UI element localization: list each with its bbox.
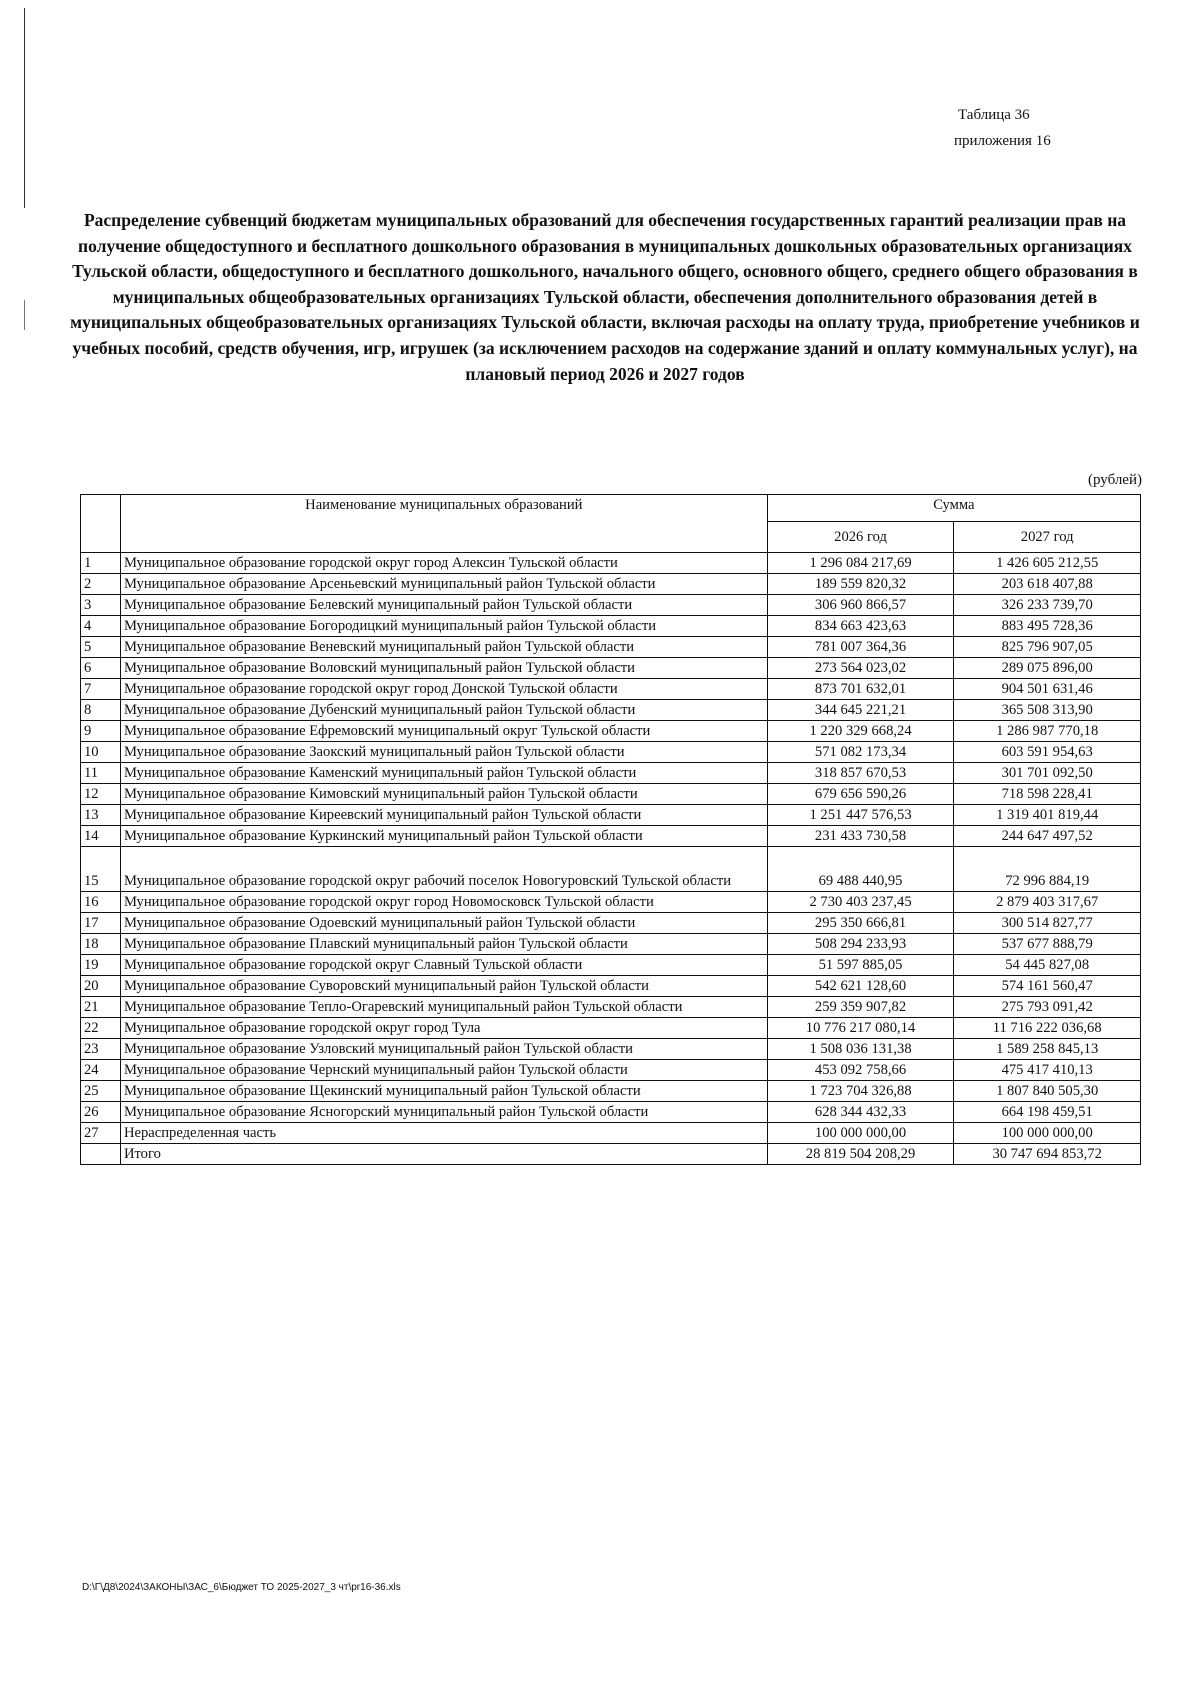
row-name: Муниципальное образование городской округ город Донской Тульской области [120,679,767,700]
row-name: Муниципальное образование Каменский муниципальный район Тульской области [120,763,767,784]
row-value-2026: 834 663 423,63 [767,616,954,637]
units-label: (рублей) [1087,472,1142,488]
table-row [81,913,1141,934]
row-value-2027: 11 716 222 036,68 [954,1018,1141,1039]
row-value-2027: 244 647 497,52 [954,826,1141,847]
row-value-2026: 189 559 820,32 [767,574,954,595]
table-row [81,658,1141,679]
row-value-2027: 275 793 091,42 [954,997,1141,1018]
row-number: 2 [81,574,121,595]
row-value-2027: 326 233 739,70 [954,595,1141,616]
row-value-2026: 628 344 432,33 [767,1102,954,1123]
row-value-2026: 542 621 128,60 [767,976,954,997]
row-name: Муниципальное образование Ясногорский муниципальный район Тульской области [120,1102,767,1123]
row-value-2026: 679 656 590,26 [767,784,954,805]
row-value-2026: 508 294 233,93 [767,934,954,955]
row-value-2026: 51 597 885,05 [767,955,954,976]
row-value-2026: 100 000 000,00 [767,1123,954,1144]
table-row [81,553,1141,574]
table-row [81,784,1141,805]
table-row [81,1123,1141,1144]
table-row [81,700,1141,721]
table-row [81,742,1141,763]
row-value-2027: 100 000 000,00 [954,1123,1141,1144]
table-row [81,997,1141,1018]
row-number: 4 [81,616,121,637]
row-value-2027: 203 618 407,88 [954,574,1141,595]
row-name: Нераспределенная часть [120,1123,767,1144]
row-number: 3 [81,595,121,616]
row-value-2027: 365 508 313,90 [954,700,1141,721]
row-value-2027: 603 591 954,63 [954,742,1141,763]
row-name: Муниципальное образование Арсеньевский муниципальный район Тульской области [120,574,767,595]
row-number: 19 [81,955,121,976]
row-value-2027: 1 589 258 845,13 [954,1039,1141,1060]
table-row [81,1060,1141,1081]
row-value-2027: 537 677 888,79 [954,934,1141,955]
sum-header: Сумма [767,495,1140,522]
table-row [81,847,1141,892]
row-number: 5 [81,637,121,658]
row-number: 12 [81,784,121,805]
row-name: Муниципальное образование Одоевский муниципальный район Тульской области [120,913,767,934]
row-value-2026: 781 007 364,36 [767,637,954,658]
row-name: Муниципальное образование Щекинский муниципальный район Тульской области [120,1081,767,1102]
total-label: Итого [120,1144,767,1165]
row-value-2027: 301 701 092,50 [954,763,1141,784]
row-value-2026: 571 082 173,34 [767,742,954,763]
row-number: 6 [81,658,121,679]
table-label: Таблица 36 [958,107,1030,123]
document-title: Распределение субвенций бюджетам муниципальных образований для обеспечения государственных гарантий реализации прав на получение общедоступного и бесплатного дошкольного образования в муниципальных дошкольных образовательных организациях Тульской области, общедоступного и бесплатного дошкольного, начального общего, основного общего, среднего общего образования в муниципальных общеобразовательных организациях Тульской области, обеспечения дополнительного образования детей в муниципальных общеобразовательных организациях Тульской области, включая расходы на оплату труда, приобретение учебников и учебных пособий, средств обучения, игр, игрушек (за исключением расходов на содержание зданий и оплату коммунальных услуг), на плановый период 2026 и 2027 годов [70,210,1140,384]
row-name: Муниципальное образование городской округ город Тула [120,1018,767,1039]
table-row [81,721,1141,742]
table-row [81,805,1141,826]
row-name: Муниципальное образование Узловский муниципальный район Тульской области [120,1039,767,1060]
row-number: 17 [81,913,121,934]
row-number: 10 [81,742,121,763]
row-name: Муниципальное образование Ефремовский муниципальный округ Тульской области [120,721,767,742]
row-value-2026: 295 350 666,81 [767,913,954,934]
row-name: Муниципальное образование Плавский муниципальный район Тульской области [120,934,767,955]
row-value-2027: 289 075 896,00 [954,658,1141,679]
row-value-2027: 904 501 631,46 [954,679,1141,700]
table-row [81,892,1141,913]
row-value-2026: 453 092 758,66 [767,1060,954,1081]
row-number: 22 [81,1018,121,1039]
row-value-2026: 69 488 440,95 [767,847,954,892]
row-value-2026: 2 730 403 237,45 [767,892,954,913]
scan-artifact-line [24,300,25,330]
row-number: 9 [81,721,121,742]
row-value-2027: 664 198 459,51 [954,1102,1141,1123]
row-value-2027: 1 807 840 505,30 [954,1081,1141,1102]
row-value-2027: 825 796 907,05 [954,637,1141,658]
row-number: 21 [81,997,121,1018]
table-row [81,934,1141,955]
year-2027-header: 2027 год [954,522,1141,553]
row-value-2027: 883 495 728,36 [954,616,1141,637]
row-name: Муниципальное образование Веневский муниципальный район Тульской области [120,637,767,658]
table-row [81,574,1141,595]
row-number: 8 [81,700,121,721]
table-reference [954,102,1051,154]
row-name: Муниципальное образование Куркинский муниципальный район Тульской области [120,826,767,847]
row-value-2027: 1 286 987 770,18 [954,721,1141,742]
row-name: Муниципальное образование Дубенский муниципальный район Тульской области [120,700,767,721]
row-value-2027: 1 426 605 212,55 [954,553,1141,574]
row-value-2026: 231 433 730,58 [767,826,954,847]
file-path-footer: D:\Г\Д8\2024\ЗАКОНЫ\ЗАС_6\Бюджет ТО 2025-2027_3 чт\pr16-36.xls [82,1582,401,1593]
total-number [81,1144,121,1165]
row-value-2026: 318 857 670,53 [767,763,954,784]
subvention-table [80,494,1141,1165]
row-value-2027: 574 161 560,47 [954,976,1141,997]
row-number: 1 [81,553,121,574]
row-number: 7 [81,679,121,700]
table-row [81,679,1141,700]
table-row [81,1039,1141,1060]
row-name: Муниципальное образование Воловский муниципальный район Тульской области [120,658,767,679]
row-value-2027: 475 417 410,13 [954,1060,1141,1081]
row-name: Муниципальное образование городской округ город Новомосковск Тульской области [120,892,767,913]
row-number: 13 [81,805,121,826]
row-value-2027: 2 879 403 317,67 [954,892,1141,913]
table-row [81,616,1141,637]
row-name: Муниципальное образование городской округ рабочий поселок Новогуровский Тульской области [120,847,767,892]
row-value-2026: 873 701 632,01 [767,679,954,700]
row-value-2026: 1 508 036 131,38 [767,1039,954,1060]
table-row [81,595,1141,616]
row-value-2026: 1 723 704 326,88 [767,1081,954,1102]
row-value-2026: 306 960 866,57 [767,595,954,616]
row-name: Муниципальное образование Тепло-Огаревский муниципальный район Тульской области [120,997,767,1018]
year-2026-header: 2026 год [767,522,954,553]
row-number: 16 [81,892,121,913]
scan-artifact-line [24,8,25,208]
row-name: Муниципальное образование Кимовский муниципальный район Тульской области [120,784,767,805]
row-value-2026: 1 220 329 668,24 [767,721,954,742]
total-row [81,1144,1141,1165]
row-value-2027: 54 445 827,08 [954,955,1141,976]
row-number: 23 [81,1039,121,1060]
row-number: 20 [81,976,121,997]
row-number: 25 [81,1081,121,1102]
row-number: 14 [81,826,121,847]
table-row [81,637,1141,658]
table-row [81,1018,1141,1039]
appendix-label: приложения 16 [954,133,1051,149]
row-number: 11 [81,763,121,784]
row-name: Муниципальное образование Белевский муниципальный район Тульской области [120,595,767,616]
row-value-2027: 718 598 228,41 [954,784,1141,805]
table-row [81,826,1141,847]
row-name: Муниципальное образование Заокский муниципальный район Тульской области [120,742,767,763]
table-row [81,1081,1141,1102]
name-header: Наименование муниципальных образований [120,495,767,553]
row-name: Муниципальное образование Чернский муниципальный район Тульской области [120,1060,767,1081]
row-value-2026: 10 776 217 080,14 [767,1018,954,1039]
row-value-2027: 1 319 401 819,44 [954,805,1141,826]
table-row [81,1102,1141,1123]
row-value-2026: 259 359 907,82 [767,997,954,1018]
row-number: 18 [81,934,121,955]
row-number: 26 [81,1102,121,1123]
row-value-2026: 273 564 023,02 [767,658,954,679]
row-name: Муниципальное образование Богородицкий муниципальный район Тульской области [120,616,767,637]
row-number: 24 [81,1060,121,1081]
row-value-2026: 344 645 221,21 [767,700,954,721]
row-number: 15 [81,847,121,892]
row-number: 27 [81,1123,121,1144]
number-header [81,495,121,553]
total-value-2026: 28 819 504 208,29 [767,1144,954,1165]
row-value-2027: 300 514 827,77 [954,913,1141,934]
table-row [81,976,1141,997]
row-name: Муниципальное образование Суворовский муниципальный район Тульской области [120,976,767,997]
total-value-2027: 30 747 694 853,72 [954,1144,1141,1165]
row-value-2027: 72 996 884,19 [954,847,1141,892]
row-name: Муниципальное образование Киреевский муниципальный район Тульской области [120,805,767,826]
row-value-2026: 1 296 084 217,69 [767,553,954,574]
table-row [81,955,1141,976]
row-name: Муниципальное образование городской округ Славный Тульской области [120,955,767,976]
table-body [81,553,1141,1165]
row-value-2026: 1 251 447 576,53 [767,805,954,826]
table-row [81,763,1141,784]
row-name: Муниципальное образование городской округ город Алексин Тульской области [120,553,767,574]
